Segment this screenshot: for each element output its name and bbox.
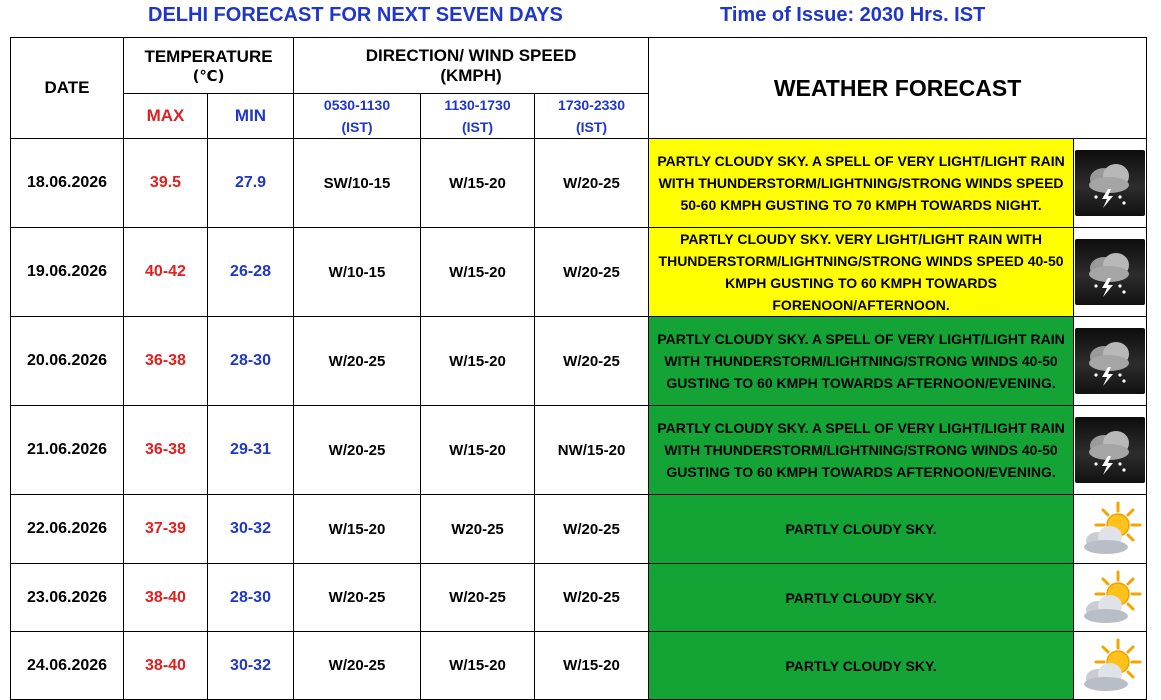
forecast-row	[11, 317, 1147, 406]
forecast-row	[11, 228, 1147, 317]
wind-header	[294, 38, 649, 94]
row-max-temp: 36-38	[124, 317, 208, 406]
row-wind-evening: W/20-25	[535, 317, 649, 406]
row-wind-afternoon: W/15-20	[421, 406, 535, 495]
partly-cloudy-icon	[1075, 496, 1145, 562]
row-wind-afternoon: W/20-25	[421, 564, 535, 632]
row-icon-cell	[1074, 317, 1147, 406]
row-wind-evening: W/20-25	[535, 564, 649, 632]
time-slot-3-label: 1730-2330	[558, 97, 625, 113]
time-slot-1-label: 0530-1130	[323, 97, 391, 113]
row-wind-evening: W/20-25	[535, 495, 649, 564]
row-wind-afternoon: W/15-20	[421, 632, 535, 700]
row-date: 19.06.2026	[11, 228, 124, 317]
row-wind-afternoon: W/15-20	[421, 139, 535, 228]
row-wind-morning: W/20-25	[294, 632, 421, 700]
row-min-temp: 28-30	[208, 564, 294, 632]
row-max-temp: 38-40	[124, 632, 208, 700]
row-wind-afternoon: W/15-20	[421, 228, 535, 317]
row-min-temp: 28-30	[208, 317, 294, 406]
partly-cloudy-icon	[1075, 633, 1145, 699]
row-wind-morning: W/20-25	[294, 564, 421, 632]
thunderstorm-icon	[1075, 239, 1145, 305]
thunderstorm-icon	[1075, 150, 1145, 216]
row-wind-afternoon: W/15-20	[421, 317, 535, 406]
row-date: 21.06.2026	[11, 406, 124, 495]
temperature-label: TEMPERATURE	[144, 46, 273, 66]
time-slot-3-header	[535, 94, 649, 139]
row-max-temp: 37-39	[124, 495, 208, 564]
time-slot-1-header	[294, 94, 421, 139]
wind-label: DIRECTION/ WIND SPEED	[365, 45, 577, 65]
row-date: 20.06.2026	[11, 317, 124, 406]
row-wind-evening: W/15-20	[535, 632, 649, 700]
row-max-temp: 38-40	[124, 564, 208, 632]
temperature-unit: (℃)	[192, 66, 225, 85]
temperature-header	[124, 38, 294, 94]
row-date: 23.06.2026	[11, 564, 124, 632]
forecast-header: WEATHER FORECAST	[649, 38, 1147, 139]
thunderstorm-icon	[1075, 417, 1145, 483]
forecast-row	[11, 406, 1147, 495]
forecast-row	[11, 632, 1147, 700]
row-forecast: PARTLY CLOUDY SKY. A SPELL OF VERY LIGHT/LIGHT RAIN WITH THUNDERSTORM/LIGHTNING/STRONG WINDS 40-50 GUSTING TO 60 KMPH TOWARDS AFTERNOON/EVENING.	[649, 317, 1074, 406]
row-max-temp: 39.5	[124, 139, 208, 228]
forecast-table	[10, 37, 1147, 700]
forecast-row	[11, 495, 1147, 564]
row-date: 22.06.2026	[11, 495, 124, 564]
row-wind-morning: W/10-15	[294, 228, 421, 317]
page-title: DELHI FORECAST FOR NEXT SEVEN DAYS	[148, 4, 563, 26]
row-max-temp: 36-38	[124, 406, 208, 495]
thunderstorm-icon	[1075, 328, 1145, 394]
row-forecast: PARTLY CLOUDY SKY. A SPELL OF VERY LIGHT/LIGHT RAIN WITH THUNDERSTORM/LIGHTNING/STRONG WINDS 40-50 GUSTING TO 60 KMPH TOWARDS AFTERNOON/EVENING.	[649, 406, 1074, 495]
time-slot-2-label: 1130-1730	[444, 97, 511, 113]
row-min-temp: 30-32	[208, 495, 294, 564]
forecast-row	[11, 564, 1147, 632]
row-date: 18.06.2026	[11, 139, 124, 228]
max-header: MAX	[124, 94, 208, 139]
partly-cloudy-icon	[1075, 565, 1145, 631]
row-wind-morning: W/15-20	[294, 495, 421, 564]
date-header: DATE	[11, 38, 124, 139]
wind-unit: (KMPH)	[440, 65, 502, 85]
row-icon-cell	[1074, 632, 1147, 700]
row-forecast: PARTLY CLOUDY SKY.	[649, 495, 1074, 564]
row-icon-cell	[1074, 139, 1147, 228]
row-forecast: PARTLY CLOUDY SKY. A SPELL OF VERY LIGHT/LIGHT RAIN WITH THUNDERSTORM/LIGHTNING/STRONG WINDS SPEED 50-60 KMPH GUSTING TO 70 KMPH TOWARDS NIGHT.	[649, 139, 1074, 228]
row-icon-cell	[1074, 495, 1147, 564]
row-forecast: PARTLY CLOUDY SKY.	[649, 632, 1074, 700]
row-icon-cell	[1074, 228, 1147, 317]
min-header: MIN	[208, 94, 294, 139]
row-min-temp: 30-32	[208, 632, 294, 700]
row-date: 24.06.2026	[11, 632, 124, 700]
row-forecast: PARTLY CLOUDY SKY.	[649, 564, 1074, 632]
time-slot-3-ist: (IST)	[575, 119, 608, 135]
row-wind-afternoon: W20-25	[421, 495, 535, 564]
row-wind-evening: W/20-25	[535, 228, 649, 317]
row-wind-morning: W/20-25	[294, 406, 421, 495]
row-wind-morning: SW/10-15	[294, 139, 421, 228]
row-forecast: PARTLY CLOUDY SKY. VERY LIGHT/LIGHT RAIN WITH THUNDERSTORM/LIGHTNING/STRONG WINDS SPEED 40-50 KMPH GUSTING TO 60 KMPH TOWARDS FORENOON/AFTERNOON.	[649, 228, 1074, 317]
row-max-temp: 40-42	[124, 228, 208, 317]
row-min-temp: 27.9	[208, 139, 294, 228]
row-icon-cell	[1074, 406, 1147, 495]
forecast-row	[11, 139, 1147, 228]
row-wind-evening: W/20-25	[535, 139, 649, 228]
issue-time: Time of Issue: 2030 Hrs. IST	[720, 4, 986, 26]
row-min-temp: 26-28	[208, 228, 294, 317]
time-slot-2-ist: (IST)	[461, 119, 494, 135]
time-slot-1-ist: (IST)	[341, 119, 373, 135]
row-wind-evening: NW/15-20	[535, 406, 649, 495]
time-slot-2-header	[421, 94, 535, 139]
row-min-temp: 29-31	[208, 406, 294, 495]
row-icon-cell	[1074, 564, 1147, 632]
row-wind-morning: W/20-25	[294, 317, 421, 406]
